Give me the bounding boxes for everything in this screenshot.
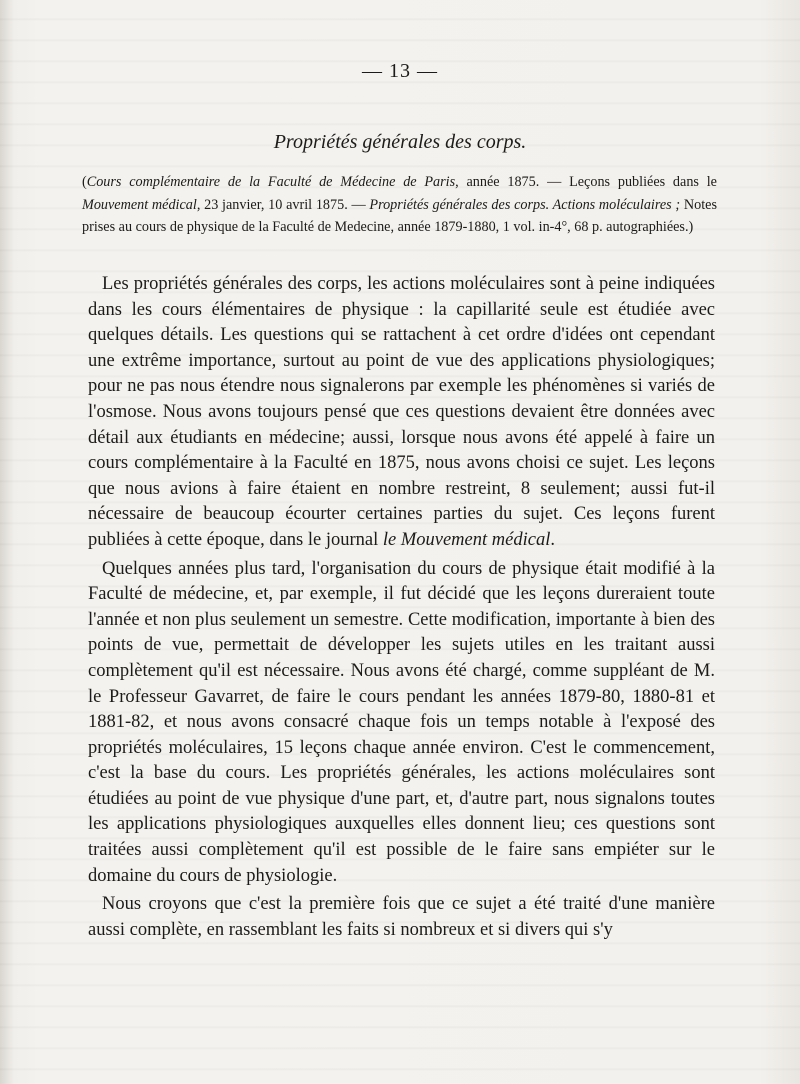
page-number: — 13 —	[362, 60, 438, 82]
note-journal-title: Mouvement médical	[82, 196, 197, 213]
note-course-title: Cours complémentaire de la Faculté de Médecine de Paris	[86, 174, 456, 190]
paragraph-3: Nous croyons que c'est la première fois que ce sujet a été traité d'une manière aussi complète, en rassemblant les faits si nombreux et si divers qui s'y	[88, 894, 715, 940]
paragraph-1-text: Les propriétés générales des corps, les actions moléculaires sont à peine indiquées dans les cours élémentaires de physique : la capillarité seule est étudiée avec quelques détails. Les questions qui se rattachent à cet ordre d'idées ont cependant une extrême importance, surtout au point de vue des applications physiologiques; pour ne pas nous étendre nous signalerons par exemple les phénomènes si variés de l'osmose. Nous avons toujours pensé que ces questions devaient être données avec détail aux étudiants en médecine; aussi, lorsque nous avons été appelé à faire un cours complémentaire à la Faculté en 1875, nous avons choisi ce sujet. Les leçons que nous avions à faire étaient en nombre restreint, 8 seulement; aussi fut-il nécessaire de beaucoup écourter certaines parties du sujet. Ces leçons furent publiées à cette époque, dans le journal	[88, 274, 715, 550]
bibliographic-note	[82, 171, 717, 239]
note-work-title: Propriétés générales des corps. Actions moléculaires ;	[369, 196, 681, 213]
body-text	[88, 272, 715, 943]
note-part2: , 23 janvier, 10 avril 1875. —	[196, 196, 370, 213]
paragraph-1	[88, 272, 715, 554]
section-title: Propriétés générales des corps.	[273, 131, 527, 153]
note-part1: , année 1875. — Leçons publiées dans le	[455, 174, 717, 190]
note-open-paren: (	[82, 174, 87, 190]
paragraph-1-end: .	[550, 529, 555, 550]
paragraph-1-journal: le Mouvement médical	[382, 529, 551, 550]
note-part3: Notes prises au cours de physique de la Faculté de Medecine, année 1879-1880, 1 vol. in-4°, 68 p. autographiées.)	[82, 196, 717, 235]
paragraph-2: Quelques années plus tard, l'organisation du cours de physique était modifié à la Faculté de médecine, et, par exemple, il fut décidé que les leçons dureraient toute l'année et non plus seulement un semestre. Cette modification, importante à bien des points de vue, permettait de développer les sujets utiles en les traitant aussi complètement qu'il est nécessaire. Nous avons été chargé, comme suppléant de M. le Professeur Gavarret, de faire le cours pendant les années 1879-80, 1880-81 et 1881-82, et nous avons consacré chaque fois un temps notable à l'exposé des propriétés moléculaires, 15 leçons chaque année environ. C'est le commencement, c'est la base du cours. Les propriétés générales, les actions moléculaires sont étudiées au point de vue physique d'une part, et, d'autre part, nous signalons toutes les applications physiologiques auxquelles elles donnent lieu; ces questions sont traitées aussi complètement qu'il est possible de le faire sans empiéter sur le domaine du cours de physiologie.	[88, 558, 715, 886]
